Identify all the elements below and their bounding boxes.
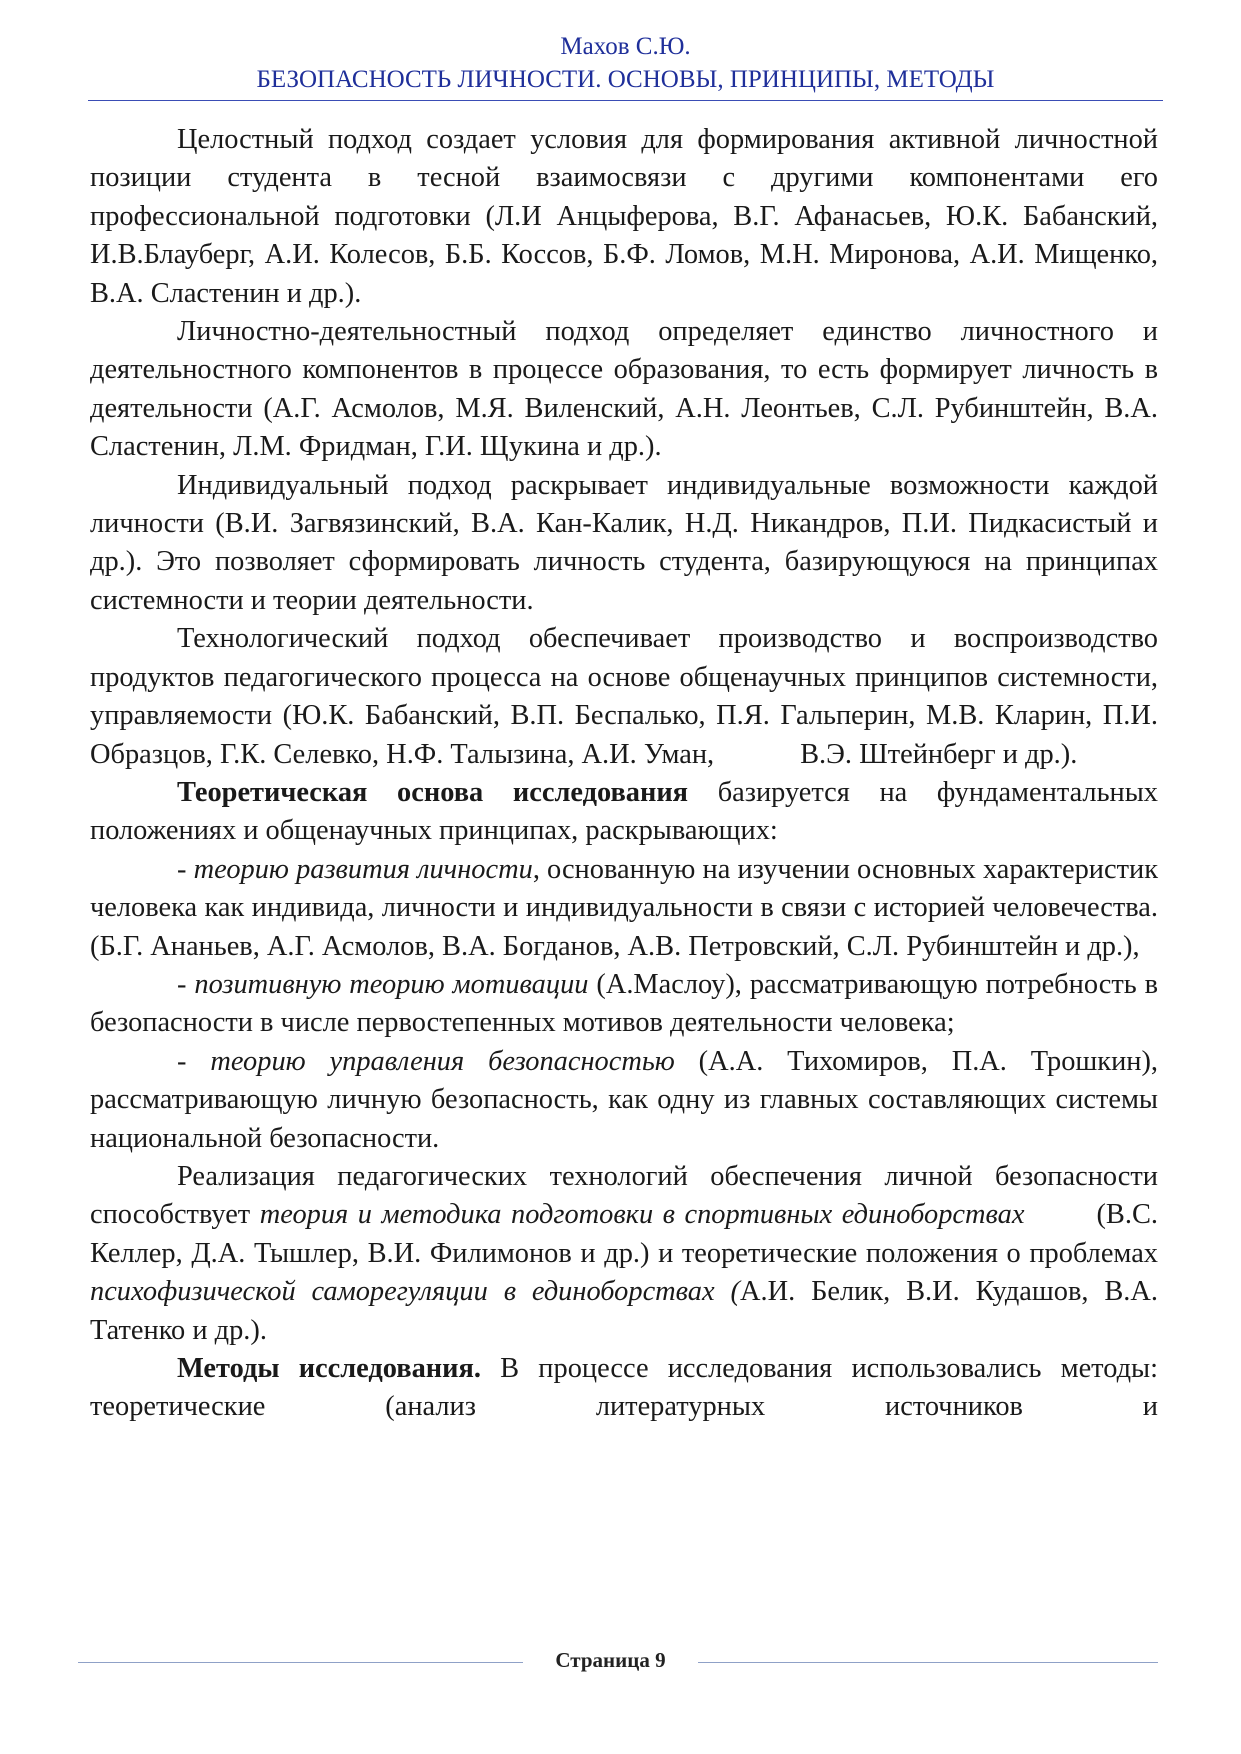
- paragraph-research-methods: Методы исследования. В процессе исследования использовались методы: теоретические (анализ литературных источников и: [90, 1353, 1158, 1423]
- page-footer: [78, 1646, 1158, 1676]
- document-body: [90, 121, 1158, 1427]
- paragraph-technological-approach: Технологический подход обеспечивает производство и воспроизводство продуктов педагогического процесса на основе общенаучных принципов системности, управляемости (Ю.К. Бабанский, В.П. Беспалько, П.Я. Гальперин, М.В. Кларин, П.И. Образцов, Г.К. Селевко, Н.Ф. Талызина, А.И. Уман, В.Э. Штейнберг и др.).: [90, 623, 1158, 770]
- paragraph-theoretical-basis: Теоретическая основа исследования базируется на фундаментальных положениях и общенаучных принципах, раскрывающих:: [90, 776, 1158, 847]
- paragraph-individual-approach: Индивидуальный подход раскрывает индивидуальные возможности каждой личности (В.И. Загвязинский, В.А. Кан-Калик, Н.Д. Никандров, П.И. Пидкасистый и др.). Это позволяет сформировать личность студента, базирующуюся на принципах системности и теории деятельности.: [90, 469, 1158, 616]
- paragraph-personal-activity-approach: Личностно-деятельностный подход определяет единство личностного и деятельностного компонентов в процессе образования, то есть формирует личность в деятельности (А.Г. Асмолов, М.Я. Виленский, А.Н. Леонтьев, С.Л. Рубинштейн, В.А. Сластенин, Л.М. Фридман, Г.И. Щукина и др.).: [90, 316, 1158, 463]
- header-author: Махов С.Ю.: [560, 33, 691, 60]
- header-title: БЕЗОПАСНОСТЬ ЛИЧНОСТИ. ОСНОВЫ, ПРИНЦИПЫ, МЕТОДЫ: [256, 66, 995, 93]
- bullet-motivation-theory: - позитивную теорию мотивации (А.Маслоу), рассматривающую потребность в безопасности в числе первостепенных мотивов деятельности человека;: [90, 968, 1158, 1039]
- footer-rule-right: [698, 1662, 1158, 1663]
- research-methods-heading: Методы исследования.: [177, 1353, 481, 1384]
- footer-rule-left: [78, 1662, 523, 1663]
- page-header: [88, 30, 1163, 96]
- page-number: Страница 9: [555, 1648, 666, 1672]
- bullet-security-management-theory: - теорию управления безопасностью (А.А. Тихомиров, П.А. Трошкин), рассматривающую личную безопасность, как одну из главных составляющих системы национальной безопасности.: [90, 1045, 1159, 1154]
- bullet-personality-theory: - теорию развития личности, основанную на изучении основных характеристик человека как индивида, личности и индивидуальности в связи с историей человечества. (Б.Г. Ананьев, А.Г. Асмолов, В.А. Богданов, А.В. Петровский, С.Л. Рубинштейн и др.),: [90, 853, 1158, 962]
- theoretical-basis-heading: Теоретическая основа исследования: [177, 776, 689, 808]
- header-divider: [88, 100, 1163, 101]
- paragraph-holistic-approach: Целостный подход создает условия для формирования активной личностной позиции студента в тесной взаимосвязи с другими компонентами его профессиональной подготовки (Л.И Анцыферова, В.Г. Афанасьев, Ю.К. Бабанский, И.В.Блауберг, А.И. Колесов, Б.Б. Коссов, Б.Ф. Ломов, М.Н. Миронова, А.И. Мищенко, В.А. Сластенин и др.).: [90, 124, 1158, 309]
- paragraph-implementation: Реализация педагогических технологий обеспечения личной безопасности способствует теория и методика подготовки в спортивных единоборствах (В.С. Келлер, Д.А. Тышлер, В.И. Филимонов и др.) и теоретические положения о проблемах психофизической саморегуляции в единоборствах (А.И. Белик, В.И. Кудашов, В.А. Татенко и др.).: [90, 1160, 1158, 1346]
